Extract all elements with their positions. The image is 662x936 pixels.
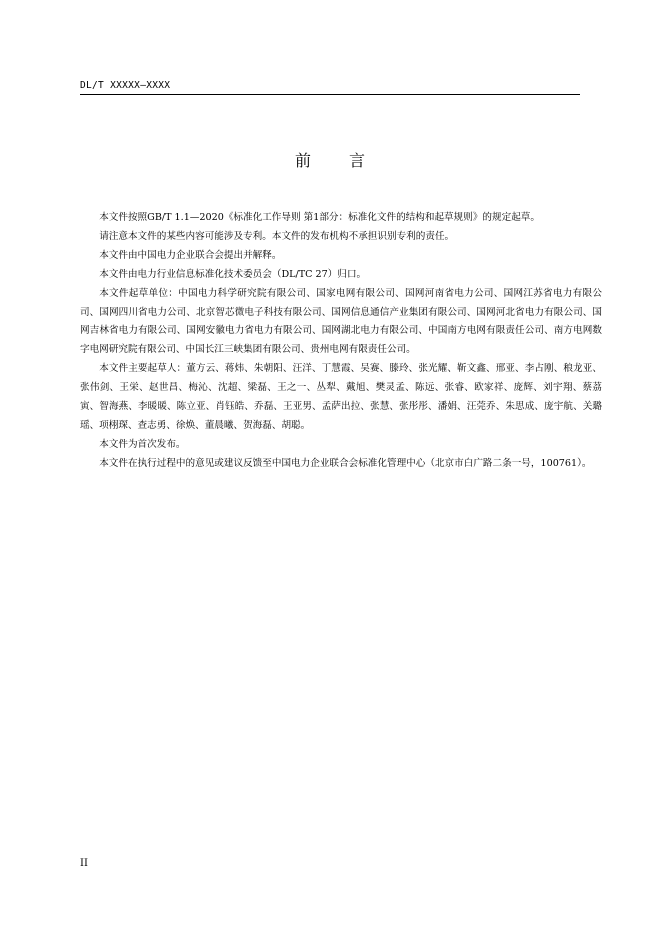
document-code: DL/T XXXXX—XXXX [80,80,171,91]
title-char-1: 前 [294,151,313,170]
paragraph-drafting-units: 本文件起草单位：中国电力科学研究院有限公司、国家电网有限公司、国网河南省电力公司、国网江苏省电力有限公司、国网四川省电力公司、北京智芯微电子科技有限公司、国网信息通信产业集团有限公司、国网河北省电力有限公司、国网吉林省电力有限公司、国网安徽电力省电力有限公司、国网湖北电力有限公司、中国南方电网有限责任公司、南方电网数字电网研究院有限公司、中国长江三峡集团有限公司、贵州电网有限责任公司。 [80,287,602,356]
paragraph-technical-committee: 本文件由电力行业信息标准化技术委员会（DL/TC 27）归口。 [99,268,367,280]
paragraph-proposer: 本文件由中国电力企业联合会提出并解释。 [99,249,282,261]
paragraph-drafting-rules: 本文件按照GB/T 1.1—2020《标准化工作导则 第1部分：标准化文件的结构和起草规则》的规定起草。 [99,212,540,223]
page-title [0,148,662,171]
paragraph-patent-notice: 请注意本文件的某些内容可能涉及专利。本文件的发布机构不承担识别专利的责任。 [99,230,455,242]
foreword-body [80,209,602,474]
header-divider [80,94,580,95]
paragraph-drafters: 本文件主要起草人：董方云、蒋炜、朱朝阳、汪洋、丁慧霞、吴赛、滕玲、张光耀、靳文鑫、邢亚、李占刚、稂龙亚、张伟剑、王栄、赵世昌、梅沁、沈超、梁磊、王之一、丛犁、戴旭、樊灵孟、陈远、张睿、欧家祥、庞辉、刘宇翔、蔡茘寅、智海燕、李暖暖、陈立亚、肖钰皓、乔磊、王亚男、孟萨出拉、张慧、张彤彤、潘娟、汪莞乔、朱思成、庞宇航、关璐瑶、项栩琛、查志勇、徐焕、董晨曦、贺海磊、胡聪。 [80,363,602,431]
title-char-2: 言 [349,151,368,170]
paragraph-feedback: 本文件在执行过程中的意见或建议反馈至中国电力企业联合会标准化管理中心（北京市白广路二条一号，100761）。 [99,457,592,469]
paragraph-first-release: 本文件为首次发布。 [99,438,186,450]
page-number: II [80,858,88,869]
